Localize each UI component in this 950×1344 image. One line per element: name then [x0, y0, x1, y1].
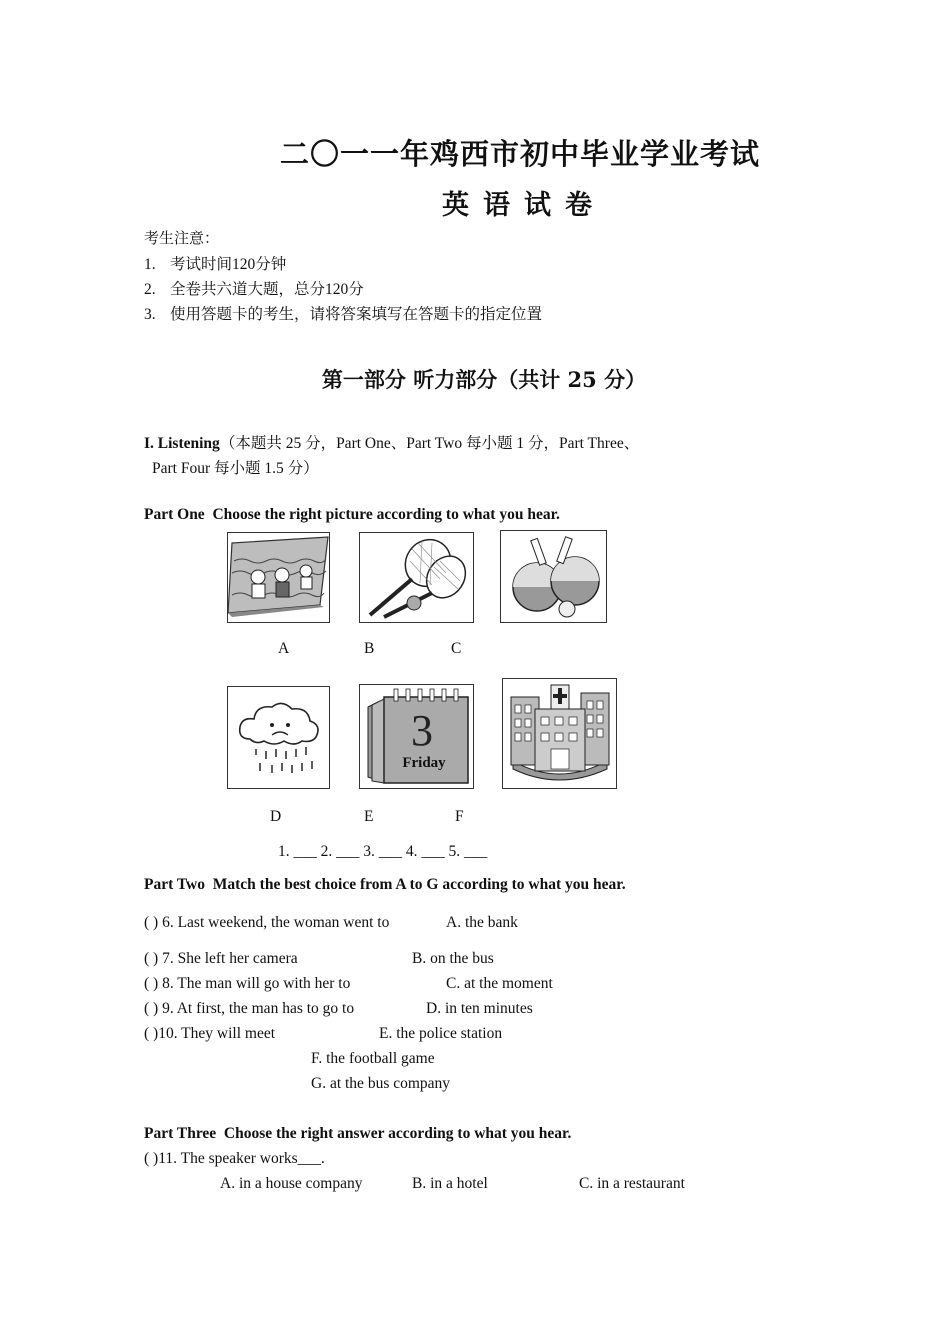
choice-d: D. in ten minutes [426, 1000, 533, 1017]
question-8: ( ) 8. The man will go with her to [144, 975, 351, 992]
picture-letter: E [364, 808, 374, 825]
part-two-heading: Part Two Match the best choice from A to G according to what you hear. [144, 876, 626, 893]
notice-item: 1. 考试时间120分钟 [144, 256, 287, 273]
part-one-heading: Part One Choose the right picture according to what you hear. [144, 506, 560, 523]
question-6: ( ) 6. Last weekend, the woman went to [144, 914, 390, 931]
option-a: A. in a house company [220, 1175, 363, 1192]
answer-paren[interactable]: ( ) [144, 1150, 159, 1167]
listening-label: I. Listening [144, 435, 220, 452]
hospital-icon [503, 679, 616, 788]
answer-paren[interactable]: ( ) [144, 1000, 159, 1017]
answer-paren[interactable]: ( ) [144, 975, 159, 992]
answer-paren[interactable]: ( ) [144, 914, 159, 931]
picture-letter: C [451, 640, 462, 657]
exam-title: 二〇一一年鸡西市初中毕业学业考试 [279, 137, 760, 171]
calendar-icon [360, 685, 473, 788]
option-c: C. in a restaurant [579, 1175, 685, 1192]
section-title: 第一部分 听力部分（共计 25 分） [321, 367, 647, 392]
notice-heading: 考生注意： [144, 229, 220, 247]
calendar-day: 3 [411, 706, 433, 755]
answer-paren[interactable]: ( ) [144, 1025, 159, 1042]
choice-g: G. at the bus company [311, 1075, 451, 1092]
choice-b: B. on the bus [412, 950, 494, 967]
question-10: ( )10. They will meet [144, 1025, 276, 1042]
choice-c: C. at the moment [446, 975, 553, 992]
answer-paren[interactable]: ( ) [144, 950, 159, 967]
picture-b [359, 532, 474, 623]
notice-item: 2. 全卷共六道大题，总分120分 [144, 281, 364, 298]
picture-letter: D [270, 808, 282, 825]
ping-pong-icon [501, 531, 606, 622]
choice-a: A. the bank [446, 914, 518, 931]
rain-cloud-icon [228, 687, 329, 788]
picture-f [502, 678, 617, 789]
question-11: ( )11. The speaker works___. [144, 1150, 325, 1167]
question-7: ( ) 7. She left her camera [144, 950, 298, 967]
exam-subtitle: 英语试卷 [442, 190, 606, 221]
swimming-pool-icon [228, 533, 329, 622]
listening-intro: I. Listening（本题共 25 分，Part One、Part Two 每小题 1 分，Part Three、 [144, 435, 640, 452]
choice-e: E. the police station [379, 1025, 503, 1042]
part-one-answer-line: 1. ___ 2. ___ 3. ___ 4. ___ 5. ___ [278, 843, 488, 860]
picture-letter: A [278, 640, 290, 657]
option-b: B. in a hotel [412, 1175, 488, 1192]
picture-c [500, 530, 607, 623]
question-9: ( ) 9. At first, the man has to go to [144, 1000, 355, 1017]
picture-e [359, 684, 474, 789]
calendar-weekday: Friday [402, 755, 446, 771]
listening-intro-line2: Part Four 每小题 1.5 分） [152, 460, 319, 477]
picture-a [227, 532, 330, 623]
part-three-heading: Part Three Choose the right answer according to what you hear. [144, 1125, 572, 1142]
picture-letter: B [364, 640, 375, 657]
notice-item: 3. 使用答题卡的考生，请将答案填写在答题卡的指定位置 [144, 306, 543, 323]
choice-f: F. the football game [311, 1050, 435, 1067]
tennis-rackets-icon [360, 533, 473, 622]
picture-letter: F [455, 808, 464, 825]
picture-d [227, 686, 330, 789]
